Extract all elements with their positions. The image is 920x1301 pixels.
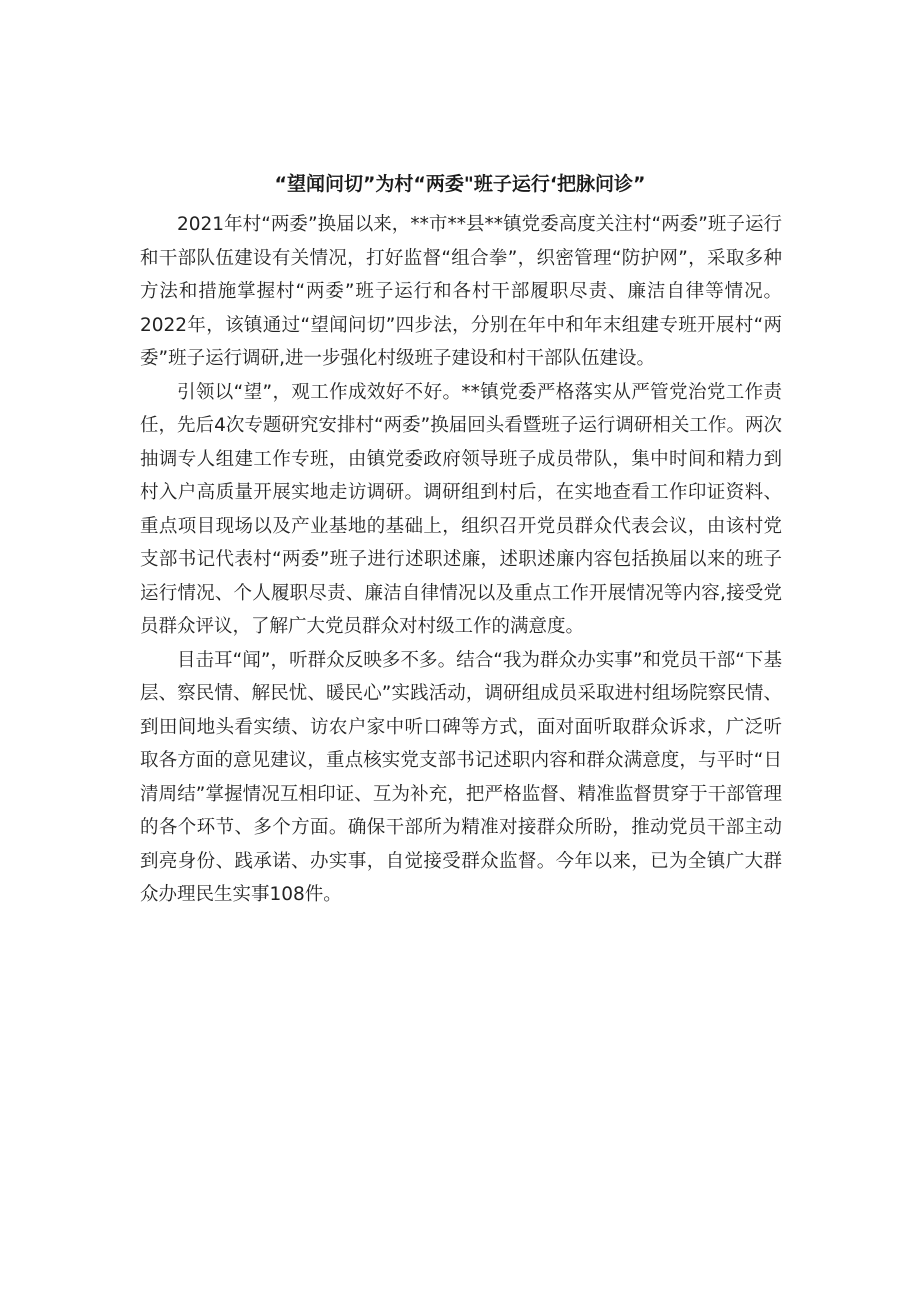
document-title: “望闻问切”为村“两委"班子运行‘把脉问诊” (274, 173, 646, 195)
paragraph-1: 2021年村“两委”换届以来，**市**县**镇党委高度关注村“两委”班子运行和干部队伍建设有关情况，打好监督“组合拳”，织密管理“防护网”，采取多种方法和措施掌握村“两委”班子运行和各村干部履职尽责、廉洁自律等情况。2022年，该镇通过“望闻问切”四步法，分别在年中和年末组建专班开展村“两委”班子运行调研,进一步强化村级班子建设和村干部队伍建设。 (140, 214, 782, 369)
paragraph-3: 目击耳“闻”，听群众反映多不多。结合“我为群众办实事”和党员干部“下基层、察民情、解民忧、暖民心”实践活动，调研组成员采取进村组场院察民情、到田间地头看实绩、访农户家中听口碑等方式，面对面听取群众诉求，广泛听取各方面的意见建议，重点核实党支部书记述职内容和群众满意度，与平时“日清周结”掌握情况互相印证、互为补充，把严格监督、精准监督贯穿于干部管理的各个环节、多个方面。确保干部所为精准对接群众所盼，推动党员干部主动到亮身份、践承诺、办实事，自觉接受群众监督。今年以来，已为全镇广大群众办理民生实事108件。 (140, 649, 782, 905)
paragraph-2: 引领以“望”，观工作成效好不好。**镇党委严格落实从严管党治党工作责任，先后4次专题研究安排村“两委”换届回头看暨班子运行调研相关工作。两次抽调专人组建工作专班，由镇党委政府领导班子成员带队，集中时间和精力到村入户高质量开展实地走访调研。调研组到村后，在实地查看工作印证资料、重点项目现场以及产业基地的基础上，组织召开党员群众代表会议，由该村党支部书记代表村“两委”班子进行述职述廉，述职述廉内容包括换届以来的班子运行情况、个人履职尽责、廉洁自律情况以及重点工作开展情况等内容,接受党员群众评议，了解广大党员群众对村级工作的满意度。 (140, 381, 782, 637)
document-body (140, 208, 782, 912)
